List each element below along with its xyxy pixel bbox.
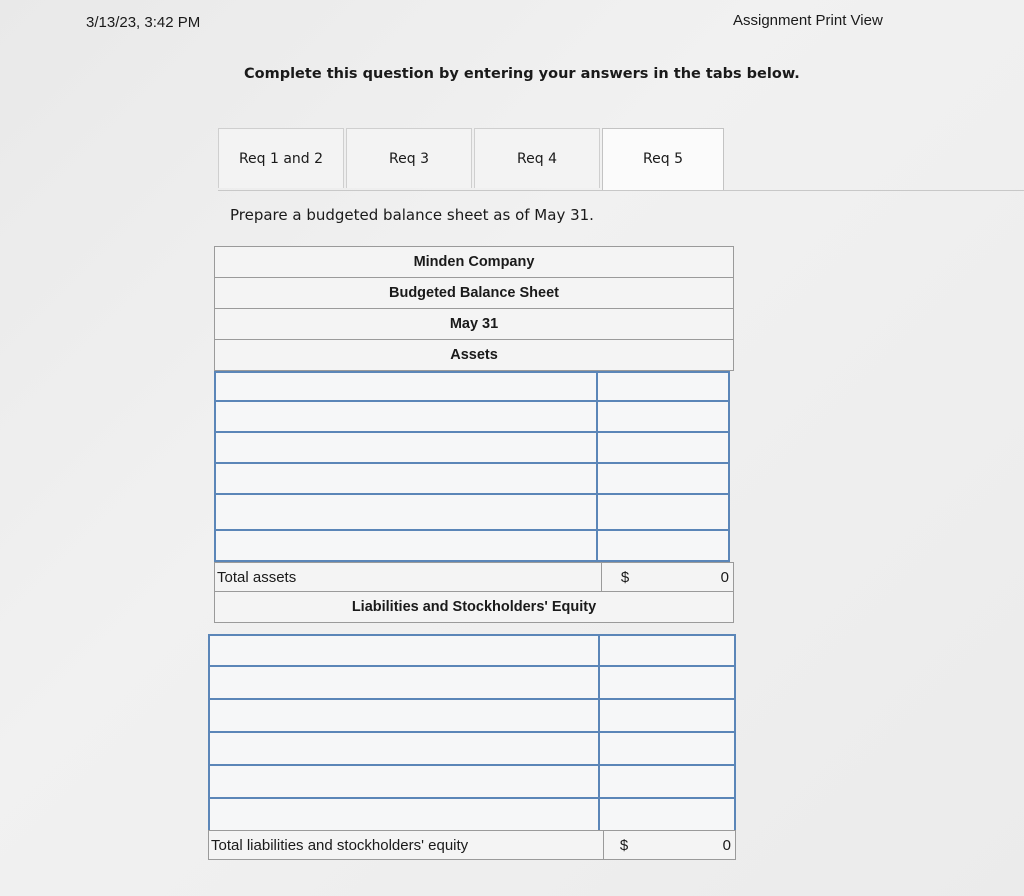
liability-row (208, 634, 736, 667)
assets-heading: Assets (214, 340, 734, 371)
asset-amount-input[interactable] (596, 371, 730, 402)
liability-row (208, 733, 736, 766)
asset-amount-input[interactable] (596, 431, 730, 464)
liability-label-input[interactable] (208, 698, 600, 733)
asset-row (214, 433, 734, 464)
liability-label-input[interactable] (208, 634, 600, 667)
total-assets-row (214, 562, 734, 592)
liability-row (208, 700, 736, 733)
asset-row (214, 531, 734, 562)
total-liabilities-label: Total liabilities and stockholders' equity (211, 837, 469, 854)
asset-label-input[interactable] (214, 493, 598, 531)
asset-label-input[interactable] (214, 431, 598, 464)
liability-amount-input[interactable] (598, 634, 736, 667)
question-instruction: Complete this question by entering your answers in the tabs below. (244, 66, 800, 82)
requirement-tabs (218, 128, 1024, 191)
assets-input-rows (214, 371, 734, 562)
asset-amount-input[interactable] (596, 493, 730, 531)
asset-amount-input[interactable] (596, 400, 730, 433)
print-view-title: Assignment Print View (733, 12, 883, 29)
liability-amount-input[interactable] (598, 764, 736, 799)
total-liabilities-currency: $ (603, 831, 644, 859)
liability-label-input[interactable] (208, 797, 600, 832)
total-liabilities-value: 0 (722, 837, 731, 854)
total-assets-value: 0 (720, 569, 729, 586)
tab-req-4[interactable]: Req 4 (474, 128, 600, 188)
total-assets-label: Total assets (217, 569, 297, 586)
liability-row (208, 667, 736, 700)
tab-req-1-and-2[interactable]: Req 1 and 2 (218, 128, 344, 188)
requirement-prompt: Prepare a budgeted balance sheet as of May 31. (230, 206, 594, 224)
statement-date: May 31 (214, 309, 734, 340)
asset-label-input[interactable] (214, 462, 598, 495)
liability-row (208, 766, 736, 799)
liability-amount-input[interactable] (598, 665, 736, 700)
liability-label-input[interactable] (208, 764, 600, 799)
asset-label-input[interactable] (214, 371, 598, 402)
asset-row (214, 464, 734, 495)
liability-amount-input[interactable] (598, 731, 736, 766)
asset-amount-input[interactable] (596, 462, 730, 495)
asset-label-input[interactable] (214, 400, 598, 433)
asset-row (214, 402, 734, 433)
liability-label-input[interactable] (208, 665, 600, 700)
total-liabilities-row (208, 830, 736, 860)
liability-amount-input[interactable] (598, 797, 736, 832)
liability-amount-input[interactable] (598, 698, 736, 733)
asset-label-input[interactable] (214, 529, 598, 562)
statement-title: Budgeted Balance Sheet (214, 278, 734, 309)
asset-row (214, 371, 734, 402)
tab-req-5-active[interactable]: Req 5 (602, 128, 724, 190)
liability-row (208, 799, 736, 832)
asset-amount-input[interactable] (596, 529, 730, 562)
print-timestamp: 3/13/23, 3:42 PM (86, 14, 201, 31)
asset-row (214, 495, 734, 531)
balance-sheet-assets (214, 246, 734, 623)
company-name: Minden Company (214, 246, 734, 278)
liabilities-heading: Liabilities and Stockholders' Equity (214, 592, 734, 623)
liability-label-input[interactable] (208, 731, 600, 766)
total-assets-currency: $ (601, 563, 640, 591)
liabilities-input-rows (208, 634, 736, 832)
tab-req-3[interactable]: Req 3 (346, 128, 472, 188)
